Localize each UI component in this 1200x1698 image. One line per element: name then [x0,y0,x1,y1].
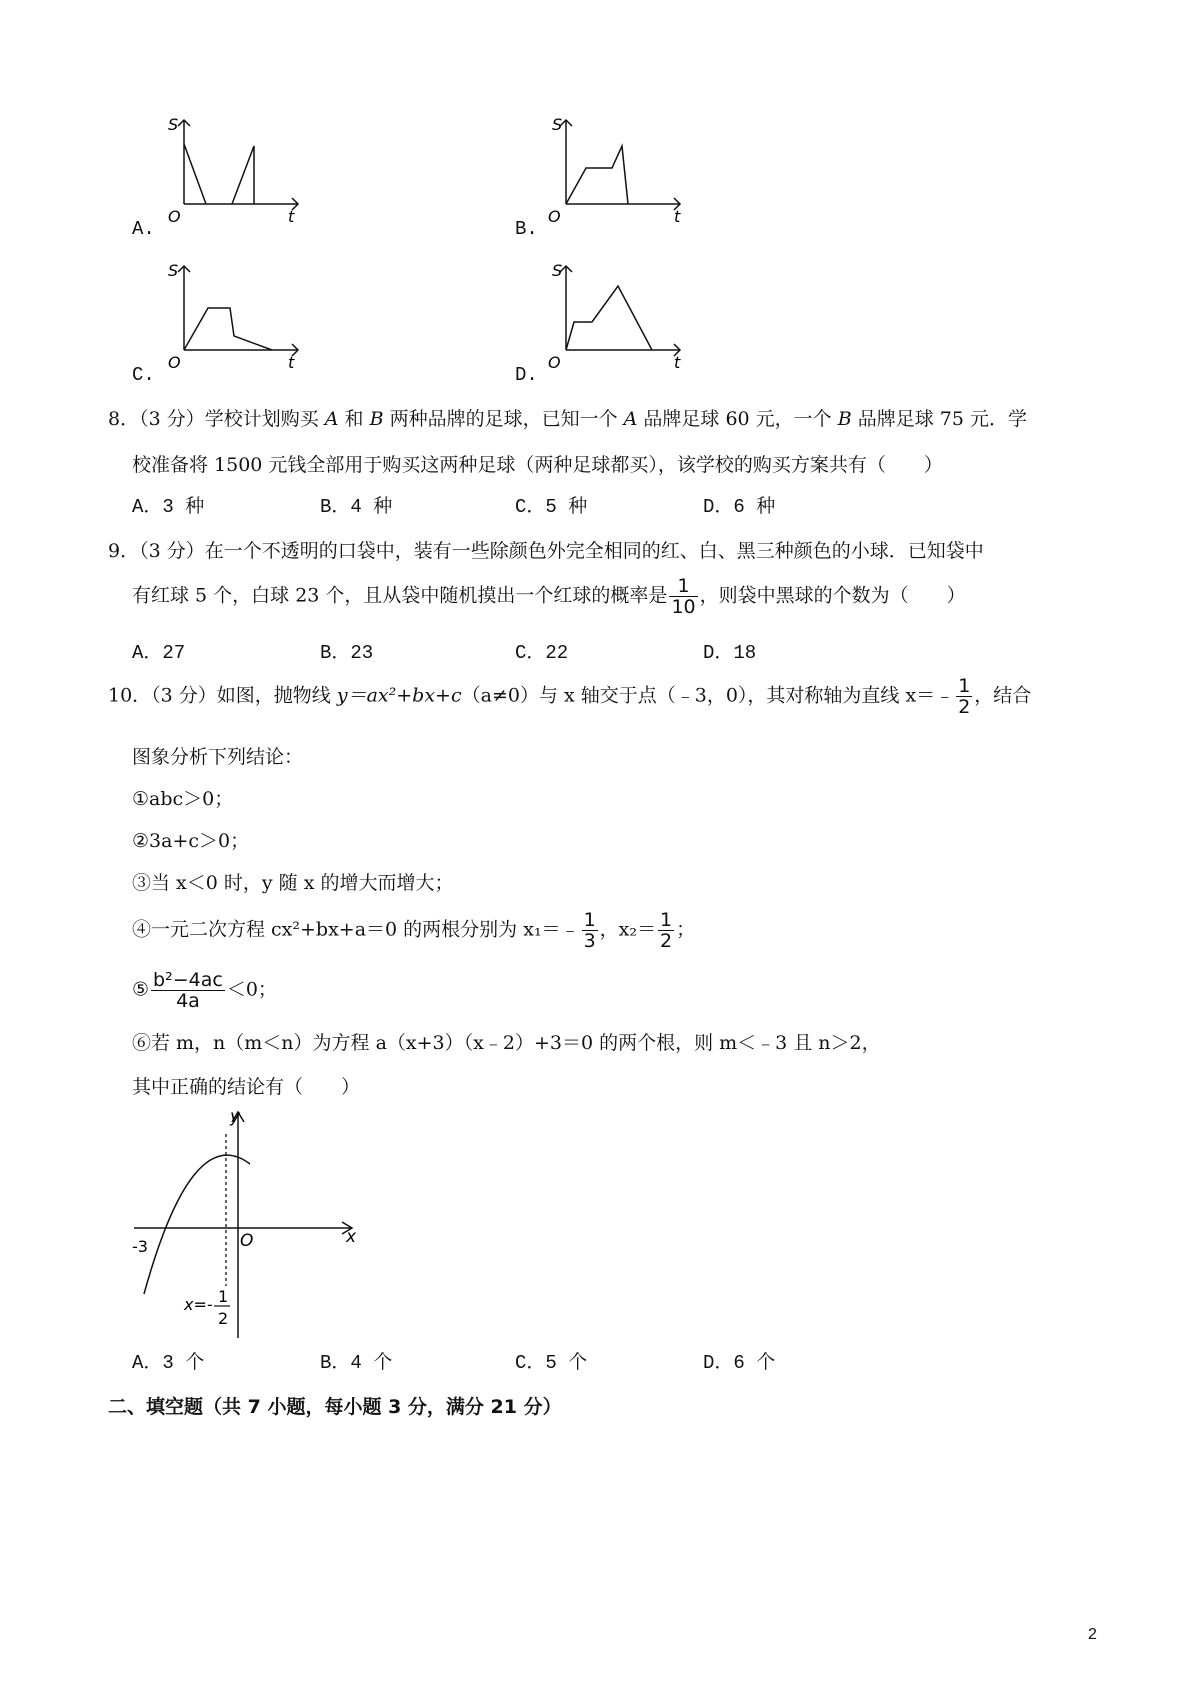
q10-num: 10．（3 分）如图，抛物线 [108,684,337,707]
graph-c-svg [128,258,328,388]
q9-fraction [669,576,697,617]
q8-option-b: B．4 种 [320,496,393,518]
q9-line1: 9．（3 分）在一个不透明的口袋中，装有一些除颜色外完全相同的红、白、黑三种颜色的小球．已知袋中 [108,540,984,562]
q10-line1 [108,676,1031,717]
q8-l1c: 两种品牌的足球，已知一个 [383,408,624,430]
graph-a-s: S [168,115,179,134]
q10-graph-y: y [230,1107,241,1127]
q9-l2a: 有红球 5 个，白球 23 个，且从袋中随机摸出一个红球的概率是 [132,584,668,607]
q10-s4-frac1 [582,910,598,951]
q8-line2: 校准备将 1500 元钱全部用于购买这两种足球（两种足球都买），该学校的购买方案共有（ ） [132,454,943,476]
q10-option-a: A．3 个 [132,1352,205,1374]
q9-option-d: D．18 [703,642,757,664]
q10-statement-1: ①abc＞0； [132,788,234,810]
q10-s4-f2-num: 1 [660,909,673,931]
q9-l2b: ，则袋中黑球的个数为（ ） [699,584,966,607]
q10-s4a: ④一元二次方程 cx²+bx+a＝0 的两根分别为 x₁＝﹣ [132,918,580,941]
page-number: 2 [1088,1626,1097,1643]
q10-cond: （a≠0）与 x 轴交于点（﹣3，0），其对称轴为直线 x＝﹣ [461,684,955,707]
graph-b-o: O [548,207,561,226]
q10-graph-svg [126,1106,376,1346]
graph-c-t: t [288,353,295,372]
graph-option-a [128,112,328,242]
graph-d-o: O [548,353,561,372]
graph-c-label: C. [132,364,155,386]
q10-axis-fraction [956,676,972,717]
q10-graph-root: -3 [132,1237,148,1256]
q10-s5-den: 4a [176,990,200,1012]
q10-graph-x: x [346,1227,357,1247]
section-heading: 二、填空题（共 7 小题，每小题 3 分，满分 21 分） [108,1396,562,1418]
q8-option-a: A．3 种 [132,496,205,518]
q10-statement-3: ③当 x＜0 时，y 随 x 的增大而增大； [132,872,454,894]
graph-b-label: B. [515,218,538,240]
q8-option-d: D．6 种 [703,496,776,518]
q10-graph-axis-num: 1 [218,1287,229,1306]
q10-question-end: 其中正确的结论有（ ） [132,1076,361,1098]
q8-brand-b: B [369,408,384,430]
graph-option-b [540,112,740,242]
graph-b-s: S [552,115,563,134]
q10-axis-den: 2 [958,696,971,718]
q10-graph-axis-den: 2 [218,1309,229,1328]
q10-parabola-graph [126,1106,376,1346]
graph-option-d [540,258,740,388]
q10-statement-6: ⑥若 m，n（m＜n）为方程 a（x+3）（x﹣2）+3＝0 的两个根，则 m＜﹣3 且 n＞2， [132,1032,881,1054]
graph-d-t: t [674,353,681,372]
q10-line2: 图象分析下列结论： [132,746,304,768]
q10-tail: ，结合 [974,684,1032,707]
q10-statement-4 [132,910,695,951]
q10-s4-f2-den: 2 [660,930,673,952]
q10-graph-o: O [240,1231,254,1251]
graph-b-t: t [674,207,681,226]
q9-option-a: A．27 [132,642,186,664]
q8-num: 8．（3 分） [108,408,205,430]
q10-s4b: ，x₂＝ [599,918,656,941]
q10-option-b: B．4 个 [320,1352,393,1374]
q8-l1a: 学校计划购买 [204,408,325,430]
graph-a-label: A. [132,218,155,240]
q10-s5-num: b²−4ac [153,969,223,991]
q8-brand-a2: A [623,408,638,430]
graph-d-s: S [552,261,563,280]
q9-frac-num: 1 [669,576,697,597]
q10-graph-axis-label: x=- [184,1295,213,1314]
q9-frac-den: 10 [671,596,696,618]
q9-option-b: B．23 [320,642,374,664]
graph-d-label: D. [515,364,538,386]
q10-statement-2: ②3a+c＞0； [132,830,250,852]
graph-d-svg [540,258,740,388]
q10-s5-frac [151,970,225,1011]
graph-a-svg [128,112,328,242]
q8-l1b: 和 [338,408,370,430]
q8-l1d: 品牌足球 60 元，一个 [637,408,838,430]
q10-s4-f1-num: 1 [583,909,596,931]
q8-brand-b2: B [837,408,852,430]
q8-line1 [108,406,1027,432]
graph-c-o: O [168,353,181,372]
q10-axis-num: 1 [958,675,971,697]
q10-s5b: ＜0； [226,978,277,1001]
q10-statement-5 [132,970,277,1011]
graph-a-o: O [168,207,181,226]
q10-option-c: C．5 个 [515,1352,588,1374]
q10-option-d: D．6 个 [703,1352,776,1374]
q10-s4-frac2 [658,910,674,951]
q8-brand-a: A [324,408,339,430]
q9-line2 [132,576,966,617]
q10-s4c: ； [676,918,696,941]
q10-s5a: ⑤ [132,978,150,1001]
graph-b-svg [540,112,740,242]
q8-option-c: C．5 种 [515,496,588,518]
q10-s4-f1-den: 3 [583,930,596,952]
q8-l1e: 品牌足球 75 元．学 [851,408,1027,430]
graph-c-s: S [168,261,179,280]
graph-a-t: t [288,207,295,226]
q10-eq: y＝ax²+bx+c [336,684,462,707]
q9-option-c: C．22 [515,642,569,664]
graph-option-c [128,258,328,388]
